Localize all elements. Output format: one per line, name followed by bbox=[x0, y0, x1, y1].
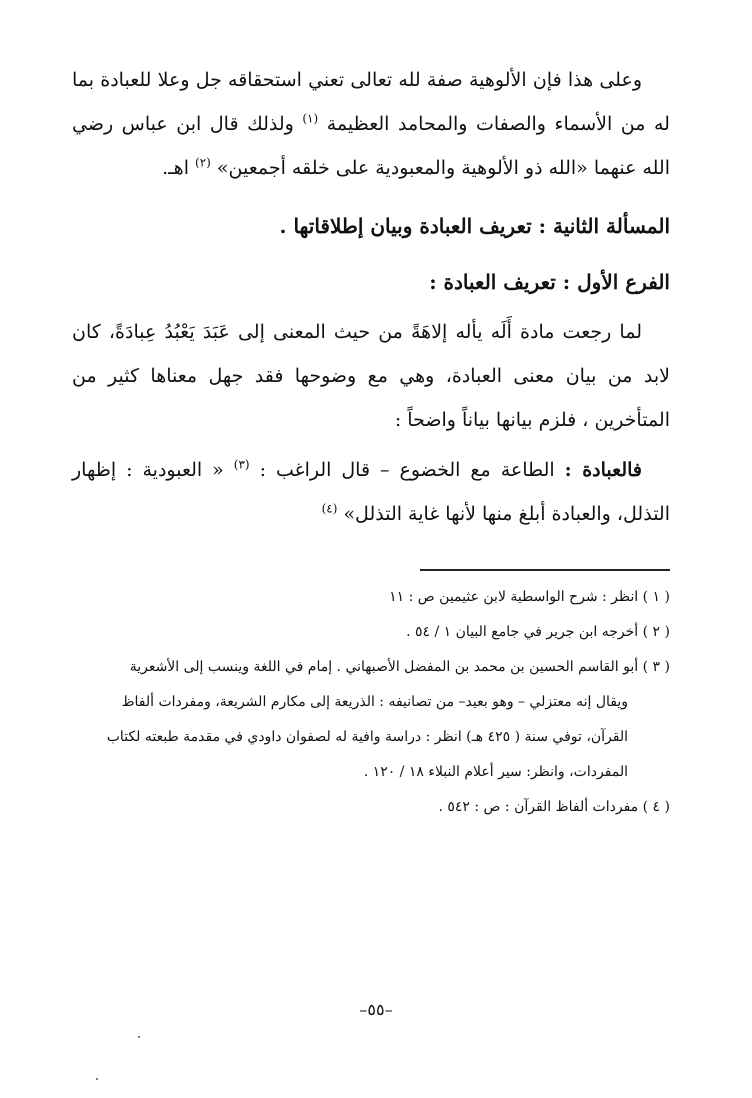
footnotes-section bbox=[60, 580, 670, 825]
footnote-4 bbox=[60, 790, 670, 825]
term-al-ibada: فالعبادة : bbox=[564, 459, 642, 481]
paragraph3-line1-start: الطاعة مع الخضوع – قال الراغب : bbox=[259, 459, 555, 481]
footnote-4-number: ( ٤ ) bbox=[642, 799, 670, 815]
paragraph-definition bbox=[72, 448, 670, 536]
footnote-1-text: انظر : شرح الواسطية لابن عثيمين ص : ١١ bbox=[389, 589, 639, 605]
footnote-3-continuation-1: ويقال إنه معتزلي – وهو بعيد– من تصانيفه : الذريعة إلى مكارم الشريعة، ومفردات ألفاظ bbox=[121, 694, 628, 710]
section-heading-issue-two: المسألة الثانية : تعريف العبادة وبيان إطلاقاتها . bbox=[279, 214, 670, 238]
footnote-3-text: أبو القاسم الحسين بن محمد بن المفضل الأصبهاني . إمام في اللغة وينسب إلى الأشعرية bbox=[129, 659, 639, 675]
scan-speck bbox=[96, 1078, 98, 1080]
page-number: –٥٥– bbox=[359, 1000, 393, 1019]
paragraph1-line2-end: ولذلك قال ابن عباس رضي الله عنهما bbox=[72, 113, 670, 179]
subsection-heading-branch-one: الفرع الأول : تعريف العبادة : bbox=[429, 270, 670, 294]
footnote-marker-4[interactable]: (٤) bbox=[321, 501, 338, 516]
paragraph1-line2-start: من الأسماء والصفات والمحامد العظيمة bbox=[326, 113, 646, 135]
footnote-separator bbox=[420, 569, 670, 571]
footnote-3-continuation-3: المفردات، وانظر: سير أعلام النبلاء ١٨ / ١٢٠ . bbox=[363, 764, 628, 780]
scan-speck bbox=[138, 1036, 140, 1038]
paragraph2-line1: لما رجعت مادة أَلَه يأله إلاهَةً من حيث المعنى إلى عَبَدَ يَعْبُدُ عِبادَةً، كان لابد bbox=[72, 321, 670, 387]
footnote-2 bbox=[60, 615, 670, 650]
ibn-abbas-quote: «الله ذو الألوهية والمعبودية على خلقه أجمعين» bbox=[216, 157, 588, 179]
paragraph2-line3: فلزم بيانها بياناً واضحاً : bbox=[394, 409, 577, 431]
footnote-1 bbox=[60, 580, 670, 615]
main-text bbox=[72, 58, 670, 536]
footnote-marker-2[interactable]: (٢) bbox=[195, 155, 211, 170]
paragraph-uluhiyya bbox=[72, 58, 670, 190]
footnote-2-text: أخرجه ابن جرير في جامع البيان ١ / ٥٤ . bbox=[406, 624, 639, 640]
paragraph2-line2: من بيان معنى العبادة، وهي مع وضوحها فقد جهل معناها كثير من المتأخرين ، bbox=[72, 365, 670, 431]
footnote-2-number: ( ٢ ) bbox=[642, 624, 670, 640]
footnote-4-text: مفردات ألفاظ القرآن : ص : ٥٤٢ . bbox=[438, 799, 639, 815]
paragraph-definition-intro bbox=[72, 310, 670, 442]
quote-end-mark: اهـ. bbox=[162, 157, 189, 179]
footnote-1-number: ( ١ ) bbox=[642, 589, 670, 605]
raghib-quote-start: « العبودية : إظهار التذلل، bbox=[72, 459, 670, 525]
footnote-marker-1[interactable]: (١) bbox=[302, 111, 319, 126]
footnote-3-continuation-2: القرآن، توفي سنة ( ٤٢٥ هـ) انظر : دراسة وافية له لصفوان داودي في مقدمة طبعته لكتاب bbox=[106, 729, 628, 745]
footnote-3 bbox=[60, 650, 670, 685]
footnote-3-number: ( ٣ ) bbox=[642, 659, 670, 675]
raghib-quote-end: والعبادة أبلغ منها لأنها غاية التذلل» bbox=[343, 503, 611, 525]
footnote-marker-3[interactable]: (٣) bbox=[233, 457, 250, 472]
paragraph1-line1: وعلى هذا فإن الألوهية صفة لله تعالى تعني استحقاقه جل وعلا للعبادة بما له bbox=[72, 69, 670, 135]
